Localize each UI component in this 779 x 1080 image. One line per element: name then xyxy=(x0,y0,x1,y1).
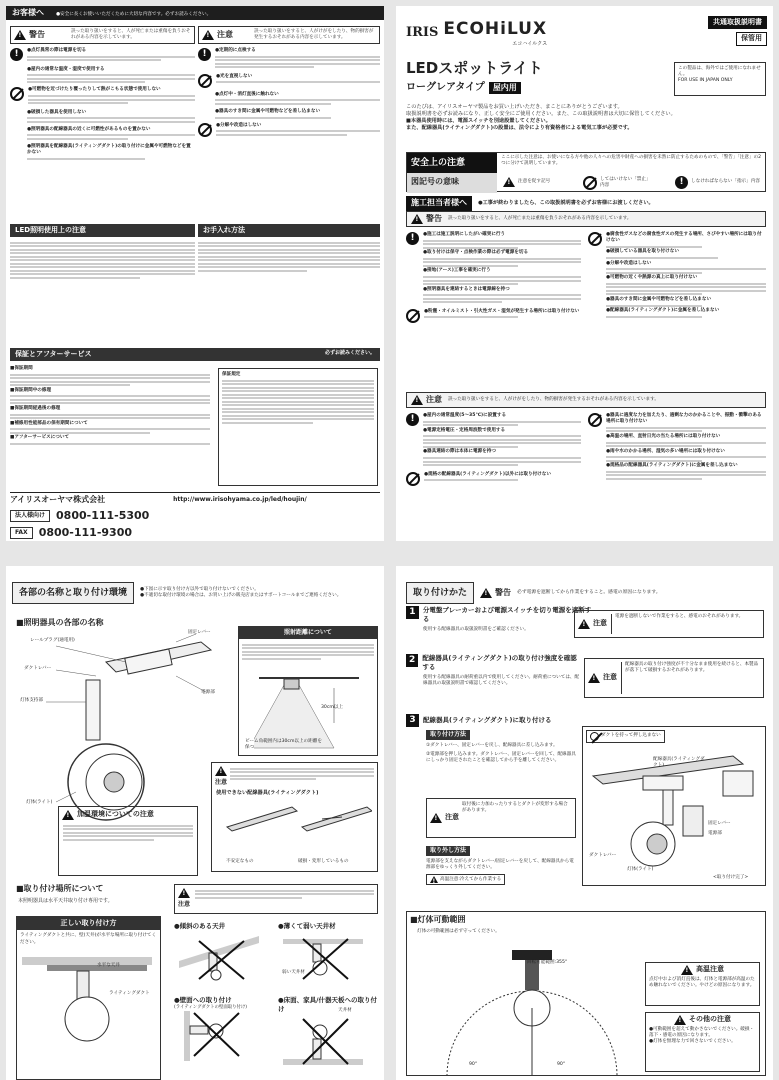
caution-icon xyxy=(578,619,590,629)
warranty-list xyxy=(10,366,210,446)
caution-icon xyxy=(202,30,214,40)
other-item: ●灯体を無理な力で回さないでください。 xyxy=(649,1039,736,1045)
prohibited-icon xyxy=(198,123,212,137)
caution-symbol-icon xyxy=(503,177,515,187)
caution-item: ●器具連結の際は本体に電源を持つ xyxy=(423,449,496,455)
part-label: 灯体支持部 xyxy=(20,698,43,703)
prohibited-icon xyxy=(406,472,420,486)
installer-header xyxy=(406,196,766,211)
led-notes xyxy=(10,224,195,280)
parts-diagram xyxy=(16,632,236,822)
caution-banner xyxy=(198,26,380,44)
warning-label: ! 警告 xyxy=(480,588,511,599)
attach-desc: ②電源部を押し込みます。ダクトレバー、固定レバーを回して、配線器具にしっかり固定されたことを確認してから手を離してください。 xyxy=(426,752,576,764)
company-url[interactable]: http://www.irisohyama.co.jp/led/houjin/ xyxy=(173,496,307,504)
warning-item: ●取り付けは保守・点検作業の際は必ず電源を切る xyxy=(423,250,529,256)
hot-note: 高温注意:冷えてから作業する xyxy=(440,876,502,882)
fig-label: 配線器具(ライティングダクト) xyxy=(653,757,705,769)
warning-item: ●照明器具を配線器具(ライティングダクト)の取り付けに金属や可燃物などを置かない xyxy=(27,143,191,156)
symbols-title: 図記号の意味 xyxy=(407,173,497,193)
hot-caution-box xyxy=(645,962,760,1006)
distance-title: 照射距離について xyxy=(239,627,377,639)
iris-logo: IRIS xyxy=(406,25,439,41)
product-name: LEDスポットライト xyxy=(406,59,543,77)
other-item: ●可動範囲を超えて動かさないでください。破損・落下・感電の原因になります。 xyxy=(649,1027,755,1039)
mount-title: ■取り付け場所について xyxy=(16,884,104,893)
warranty-title: 保証とアフターサービス xyxy=(15,350,92,358)
ng-item-title: ●床面、家具/什器天板への取り付け xyxy=(278,996,378,1013)
ng-floor xyxy=(278,996,378,1072)
attach-figure xyxy=(582,726,766,886)
range-diagram xyxy=(437,948,627,1076)
symbol-desc: 注意を促す記号 xyxy=(518,178,551,184)
duct-box-title: 使用できない配線器具(ライティングダクト) xyxy=(216,790,319,797)
attach-title: 取り付け方法 xyxy=(426,730,470,740)
instruction-symbol-icon: ! xyxy=(675,176,688,189)
keep-label: 保管用 xyxy=(736,32,767,45)
warning-item: ●施工は施工説明にしたがい確実に行う xyxy=(423,232,506,237)
japan-note: この製品は、海外ではご使用になれません。 xyxy=(678,66,761,78)
part-label: 電源部 xyxy=(201,690,215,695)
duct-ng-diagram xyxy=(212,797,372,847)
intro xyxy=(406,104,766,132)
fig-caption: <取り付け完了> xyxy=(713,875,749,880)
japan-note-en: FOR USE IN JAPAN ONLY xyxy=(678,78,733,84)
installer-title: 施工担当者様へ xyxy=(406,196,472,211)
warning-icon xyxy=(14,30,26,40)
intro-line: 取扱説明書を必ずお読みになり、正しく安全にご使用ください。また、この取扱説明書は大切に保管してください。 xyxy=(406,111,676,118)
step2-caution: ! 注意 配線器具の取り付け強度が不十分なまま使用を続けると、本製品が落下して破損するおそれがあります。 xyxy=(584,658,764,698)
fig-label: 電源部 xyxy=(708,831,722,836)
range-desc: 灯体の可動範囲は必ず守ってください。 xyxy=(417,928,500,934)
header-note: ●不適切な取付け環境の場合は、お買い上げの販売店またはサポートコールまでご連絡ください。 xyxy=(140,593,342,599)
caution-icon xyxy=(430,813,442,823)
warning-lead: 誤った取り扱いをすると、人が死亡または重傷を負うおそれがある内容を示しています。 xyxy=(71,29,191,41)
other-title: その他の注意 xyxy=(689,1015,731,1024)
page-title: お客様へ xyxy=(12,8,44,17)
warranty-item: ■保証期間中の修理 xyxy=(10,387,52,393)
ng-label: 不安定なもの xyxy=(226,859,254,864)
step-title: 配線器具(ライティングダクト)の取り付け強度を確認する xyxy=(422,654,577,671)
remove-title: 取り外し方法 xyxy=(426,846,470,856)
caution-icon xyxy=(588,673,600,683)
heat-caution-box xyxy=(58,806,198,876)
step-title: 分電盤ブレーカーおよび電源スイッチを切り電源を遮断する xyxy=(422,606,592,623)
distance-box xyxy=(238,626,378,756)
install-header xyxy=(406,582,766,604)
warning-item: ●点灯異常の際は電源を切る xyxy=(27,48,87,53)
warranty-section xyxy=(10,348,380,361)
installer-warnings-right xyxy=(588,232,766,319)
caution-label: ! 注意 xyxy=(199,27,379,44)
intro-line: このたびは、アイリスオーヤマ製品をお買い上げいただき、まことにありがとうございます。 xyxy=(406,104,623,110)
hot-icon xyxy=(681,965,693,975)
fig-note: ダクトを持って押し込まない xyxy=(601,733,661,739)
step-number: 3 xyxy=(406,714,419,727)
distance-note: ビーム角範囲内は30cm以上の距離を保つ xyxy=(245,739,322,751)
warning-item: ●接地(アース)工事を確実に行う xyxy=(423,268,491,274)
step1-caution: ! 注意 電源を遮断しないで作業をすると、感電のおそれがあります。 xyxy=(574,610,764,638)
caution-item: ●定期的に点検する xyxy=(215,48,256,53)
warning-item: ●腐食性ガスなどの腐食性ガスの発生する場所、さびやすい場所には取り付けない xyxy=(606,232,762,244)
rotation-label: 回転可能範囲:355° xyxy=(527,960,568,965)
warning-icon xyxy=(480,588,492,598)
ng-item-title: ●壁面への取り付け xyxy=(174,996,232,1004)
caution-item: ●規格の配線器具(ライティングダクト)以外には取り付けない xyxy=(424,471,551,477)
correct-title: 正しい取り付け方 xyxy=(17,917,160,930)
step-desc: 使用する配線器具の取扱説明書をご確認ください。 xyxy=(423,626,529,632)
header-note: ●安全に長くお使いいただくために大切な内容です。必ずお読みください。 xyxy=(56,12,212,17)
company-footer xyxy=(10,492,380,540)
caution-item: ●点灯中・消灯直後に触れない xyxy=(215,91,279,97)
angle-label: 90° xyxy=(557,1062,566,1067)
doc-type xyxy=(708,16,767,46)
warning-list xyxy=(10,48,195,161)
angle-label: 90° xyxy=(469,1062,478,1067)
caution-item: ●電源定格電圧・定格周波数で使用する xyxy=(423,427,506,433)
warning-item: ●照明器具を連結するときは電源線を持つ xyxy=(423,286,510,292)
ng-thin xyxy=(278,922,378,984)
prohibited-symbol-icon xyxy=(583,176,597,190)
header-note: ●下図に示す取り付け方以外で取り付けないでください。 xyxy=(140,586,259,592)
range-title: ■灯体可動範囲 xyxy=(410,915,466,924)
ng-item-sub: (ライティングダクトの壁面取り付け) xyxy=(174,1004,248,1010)
part-label: 固定レバー xyxy=(188,630,211,635)
caution-item: ●光を直視しない xyxy=(216,73,253,79)
attach-desc: ①ダクトレバー、固定レバーを戻し、配線器具に差し込みます。 xyxy=(426,743,558,749)
fig-label: 灯体(ライト) xyxy=(627,867,654,872)
caution-icon xyxy=(62,810,74,820)
step-number: 1 xyxy=(406,606,419,619)
warning-item: ●可燃物を近づけたり覆ったりして熱がこもる状態で使用しない xyxy=(28,87,161,93)
indoor-badge: 屋内用 xyxy=(489,82,521,95)
ng-item-title: ●傾斜のある天井 xyxy=(174,922,226,930)
ecohilux-logo: ECOHiLUX xyxy=(443,19,548,39)
fig-label: ダクトレバー xyxy=(589,853,617,858)
other-caution-box xyxy=(645,1012,760,1072)
product-title xyxy=(406,58,543,95)
correct-desc: ライティングダクトと共に、壁(天井)が水平な場所に取り付けてください。 xyxy=(20,933,157,945)
caution-text: 取付後に力加わったりするとダクトが変形する場合があります。 xyxy=(462,802,568,814)
symbol-desc: しなければならない「指示」内容 xyxy=(691,179,760,185)
installer-warnings-left xyxy=(406,232,581,323)
remove-method xyxy=(426,846,576,887)
attach-method xyxy=(426,730,576,765)
warning-banner xyxy=(10,26,195,44)
caution-item: ●屋内の通常温度(5〜35℃)に設置する xyxy=(423,413,507,418)
hot-title: 高温注意 xyxy=(696,965,724,974)
safety-box xyxy=(406,152,766,192)
prohibited-icon xyxy=(590,732,599,741)
instruction-icon: ! xyxy=(10,48,23,61)
warning-item: ●破損している器具を取り付けない xyxy=(606,249,679,255)
warning-item: ●器具のすき間に金属や可燃物などを差し込まない xyxy=(606,296,712,302)
tel-label: 法人様向け xyxy=(10,510,50,522)
caution-icon xyxy=(178,888,190,898)
floor-diagram xyxy=(278,1014,368,1069)
wall-diagram xyxy=(174,1011,264,1061)
prohibited-icon xyxy=(10,87,24,101)
mount-note: 本照明器具は水平天井取り付け専用です。 xyxy=(18,898,113,904)
doc-type-label: 共通取扱説明書 xyxy=(708,16,767,29)
hot-icon xyxy=(430,876,438,883)
caution-list xyxy=(198,48,380,137)
fax-number: 0800-111-9300 xyxy=(38,525,133,539)
prohibited-icon xyxy=(406,309,420,323)
warranty-note: 必ずお読みください。 xyxy=(324,350,375,356)
warning-note: 必ず電源を遮断してから作業をすること。感電の原因になります。 xyxy=(517,589,661,595)
step-2 xyxy=(406,654,581,687)
product-subtitle: ローグレアタイプ xyxy=(406,82,485,94)
duct-caution-box: ! 注意 使用できない配線器具(ライティングダクト) 不安定なもの 破損・変形しているもの xyxy=(211,762,378,872)
parts-title: ■照明器具の各部の名称 xyxy=(16,618,104,627)
caution-text: 電源を遮断しないで作業をすると、感電のおそれがあります。 xyxy=(611,614,760,634)
japan-only-box xyxy=(674,62,766,96)
page-title: 各部の名称と取り付け環境 xyxy=(12,582,134,604)
step-number: 2 xyxy=(406,654,418,667)
page-parts xyxy=(6,566,384,1080)
installer-note: ●工事が終わりましたら、この取扱説明書を必ずお客様にお渡しください。 xyxy=(478,199,654,206)
step3-caution: ! 注意 取付後に力加わったりするとダクトが変形する場合があります。 xyxy=(426,798,576,838)
prohibited-icon xyxy=(588,413,602,427)
page-title: 取り付けかた xyxy=(406,582,474,604)
caution-item: ●雨や水のかかる場所、湿気の多い場所には取り付けない xyxy=(606,448,725,454)
caution-banner xyxy=(406,392,766,408)
duct-label: ライティングダクト xyxy=(109,991,150,996)
warning-banner xyxy=(406,211,766,227)
fax-label: FAX xyxy=(10,527,33,539)
warning-label: ! 警告 xyxy=(411,214,442,225)
caution-lead: 誤った取り扱いをすると、人がけがをしたり、物的損害が発生するおそれがある内容を示しています。 xyxy=(448,396,659,402)
warning-item: ●可燃物の近くや熱源の真上に取り付けない xyxy=(606,275,698,281)
warranty-terms-title: 保証規定 xyxy=(222,372,241,377)
warning-item: ●屋内の通常な温度・湿度で使用する xyxy=(27,66,105,72)
prohibited-icon xyxy=(588,232,602,246)
safety-desc: ここに示した注意は、お使いになる方や他の人々への危害や財産への損害を未然に防止するためのもので、「警告」「注意」の2つに分けて説明しています。 xyxy=(501,155,762,167)
warranty-terms-box xyxy=(218,368,378,486)
range-section xyxy=(406,911,766,1076)
caution-item: ●分解や改造はしない xyxy=(216,122,262,128)
warning-label: ! 警告 xyxy=(11,27,194,44)
warranty-item: ■保証期間経過後の修理 xyxy=(10,405,61,411)
remove-desc: 電源部を支えながらダクトレバー/固定レバーを戻して、配線器具から電源部をゆっくり外してください。 xyxy=(426,859,574,871)
part-label: ダクトレバー xyxy=(24,666,52,671)
intro-line: また、配線器具(ライティングダクト)の設置は、法令により有資格者による電気工事が必要です。 xyxy=(406,125,633,132)
warranty-item: ■補修用性能部品の保有期間について xyxy=(10,420,88,426)
step-title: 配線器具(ライティングダクト)に取り付ける xyxy=(423,716,552,725)
distance-label: 30cm以上 xyxy=(321,705,344,710)
instruction-icon: ! xyxy=(198,48,211,61)
warning-icon xyxy=(411,214,423,224)
installer-cautions-left xyxy=(406,413,581,486)
mount-caution: ! 注意 xyxy=(174,884,378,914)
brand-logo xyxy=(406,18,547,48)
caution-lead: 誤った取り扱いをすると、人がけがをしたり、物的損害が発生するおそれがある内容を示しています。 xyxy=(254,29,374,41)
customer-header xyxy=(6,6,384,20)
intro-line: ■本器具使用時には、電源スイッチを別途設置してください。 xyxy=(406,118,551,125)
ng-slope xyxy=(174,922,274,984)
warranty-item: ■アフターサービスについて xyxy=(10,435,70,441)
caution-item: ●規格品の配線器具(ライティングダクト)に金属を差し込まない xyxy=(606,463,738,469)
caution-item: ●器具に過度な力を加えたり、過剰な力のかかることや、振動・衝撃のある場所に取り付けない xyxy=(606,413,762,425)
page-customer xyxy=(6,6,384,541)
safety-title: 安全上の注意 xyxy=(407,153,497,173)
phone-number: 0800-111-5300 xyxy=(56,508,150,522)
page-cover xyxy=(396,6,773,541)
warning-item: ●配線器具(ライティングダクト)に金属を差し込まない xyxy=(606,308,720,314)
floor-label: 天井材 xyxy=(338,1008,352,1013)
correct-diagram xyxy=(17,949,157,1059)
ng-wall xyxy=(174,996,274,1064)
instruction-icon: ! xyxy=(406,413,419,426)
prohibited-icon xyxy=(198,74,212,88)
warning-item: ●分解や改造はしない xyxy=(606,260,652,266)
caution-icon xyxy=(411,395,423,405)
caution-icon xyxy=(674,1015,686,1025)
page-install xyxy=(396,566,773,1080)
maintenance-title: お手入れ方法 xyxy=(198,224,380,237)
warranty-item: ■保証期間 xyxy=(10,366,33,371)
caution-text: 配線器具の取り付け強度が不十分なまま使用を続けると、本製品が落下して破損するおそれがあります。 xyxy=(621,662,760,694)
ng-item-title: ●薄くて弱い天井材 xyxy=(278,922,336,930)
slope-diagram xyxy=(174,931,264,981)
part-label: レールプラグ(通電用) xyxy=(30,638,75,643)
correct-mount-box xyxy=(16,916,161,1080)
warning-item: ●破損した器具を使用しない xyxy=(27,109,87,115)
warning-item: ●粉塵・オイルミスト・引火性ガス・湿気が発生する場所には取り付けない xyxy=(424,308,580,314)
step-desc: 使用する配線器具の耐荷重以内で使用してください。耐荷重については、配線器具の取扱説明書で確認してください。 xyxy=(423,674,580,686)
caution-item: ●高温の場所、直射日光の当たる場所には取り付けない xyxy=(606,433,721,439)
caution-label: ! 注意 xyxy=(411,395,442,406)
instruction-icon: ! xyxy=(406,232,419,245)
warning-item: ●照明器具の配線器具の近くに可燃性があるものを置かない xyxy=(27,126,151,132)
installer-cautions-right xyxy=(588,413,766,481)
ng-label: 破損・変形しているもの xyxy=(298,859,349,864)
ecohilux-sub: エコハイルクス xyxy=(512,40,548,47)
parts-header xyxy=(12,582,378,604)
maintenance-notes xyxy=(198,224,380,273)
warning-lead: 誤った取り扱いをすると、人が死亡または重傷を負うおそれがある内容を示しています。 xyxy=(448,215,632,221)
thin-label: 弱い天井材 xyxy=(282,970,305,975)
led-notes-title: LED照明使用上の注意 xyxy=(10,224,195,237)
ceiling-label: 水平な天井 xyxy=(97,963,120,968)
heat-title: 加温環境についての注意 xyxy=(77,810,154,819)
caution-icon xyxy=(215,766,227,776)
part-label: 灯体(ライト) xyxy=(26,800,53,805)
step-1 xyxy=(406,606,596,633)
company-name: アイリスオーヤマ株式会社 xyxy=(10,495,106,504)
caution-item: ●器具のすき間に金属や可燃物などを差し込まない xyxy=(215,108,321,114)
fig-label: 固定レバー xyxy=(708,821,731,826)
hot-desc: 点灯中および消灯直後は、灯体と電源部が高温のため触れないでください。やけどの原因になります。 xyxy=(649,977,755,989)
symbol-desc: してはいけない「禁止」内容 xyxy=(600,176,649,188)
